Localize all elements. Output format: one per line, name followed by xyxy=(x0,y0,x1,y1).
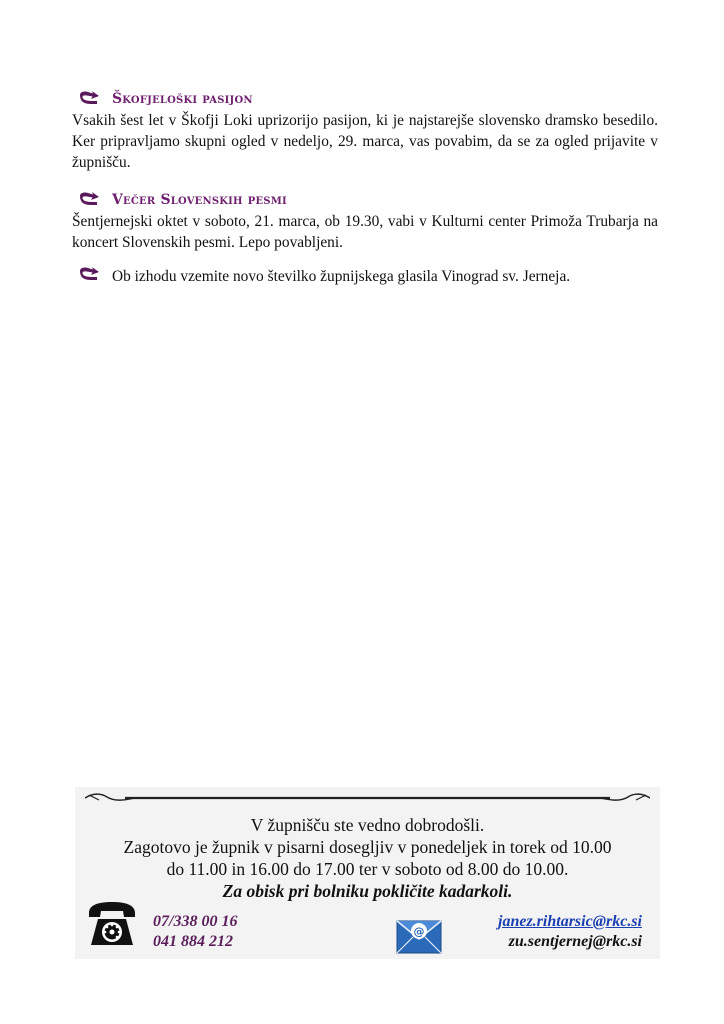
section-heading-row xyxy=(72,88,658,110)
footer-line-sick-visit: Za obisk pri bolniku pokličite kadarkoli. xyxy=(222,881,513,901)
section-text: Ob izhodu vzemite novo številko župnijskega glasila Vinograd sv. Jerneja. xyxy=(112,268,571,285)
footer-text xyxy=(75,814,660,902)
email-parish[interactable]: zu.sentjernej@rkc.si xyxy=(508,933,642,950)
footer-line-hours-cont: do 11.00 in 16.00 do 17.00 ter v soboto od 8.00 do 10.00. xyxy=(166,859,569,879)
section-pasijon xyxy=(72,88,658,173)
section-text: Šentjernejski oktet v soboto, 21. marca, ob 19.30, vabi v Kulturni center Primoža Trubarja na koncert Slovenskih pesmi. Lepo povabljeni. xyxy=(72,213,658,251)
section-heading: Večer Slovenskih pesmi xyxy=(112,192,287,208)
phone-numbers xyxy=(153,912,237,952)
email-link-janez[interactable]: janez.rihtarsic@rkc.si xyxy=(498,913,642,930)
section-text-with-bullet xyxy=(72,266,658,287)
section-vecer xyxy=(72,189,658,253)
ornamental-divider xyxy=(85,791,650,805)
svg-text:@: @ xyxy=(413,925,425,938)
section-glasilo xyxy=(72,266,658,287)
footer-line-welcome: V župnišču ste vedno dobrodošli. xyxy=(250,815,485,835)
arrow-bullet-icon xyxy=(76,191,100,209)
section-text: Vsakih šest let v Škofji Loki uprizorijo pasijon, ki je najstarejše slovensko dramsko besedilo. Ker pripravljamo skupni ogled v nedeljo, 29. marca, vas povabim, da se za ogled prijavite v župnišču. xyxy=(72,112,658,171)
section-heading: Škofjeloški pasijon xyxy=(112,91,253,107)
email-envelope-icon xyxy=(395,915,443,955)
section-heading-row xyxy=(72,189,658,211)
phone-mobile[interactable]: 041 884 212 xyxy=(153,933,233,950)
phone-landline[interactable]: 07/338 00 16 xyxy=(153,913,238,930)
footer-line-hours: Zagotovo je župnik v pisarni dosegljiv v ponedeljek in torek od 10.00 xyxy=(123,837,612,857)
email-addresses xyxy=(498,912,642,952)
arrow-bullet-icon xyxy=(76,266,100,284)
arrow-bullet-icon xyxy=(76,90,100,108)
telephone-icon xyxy=(86,899,138,949)
contact-footer xyxy=(75,787,660,959)
